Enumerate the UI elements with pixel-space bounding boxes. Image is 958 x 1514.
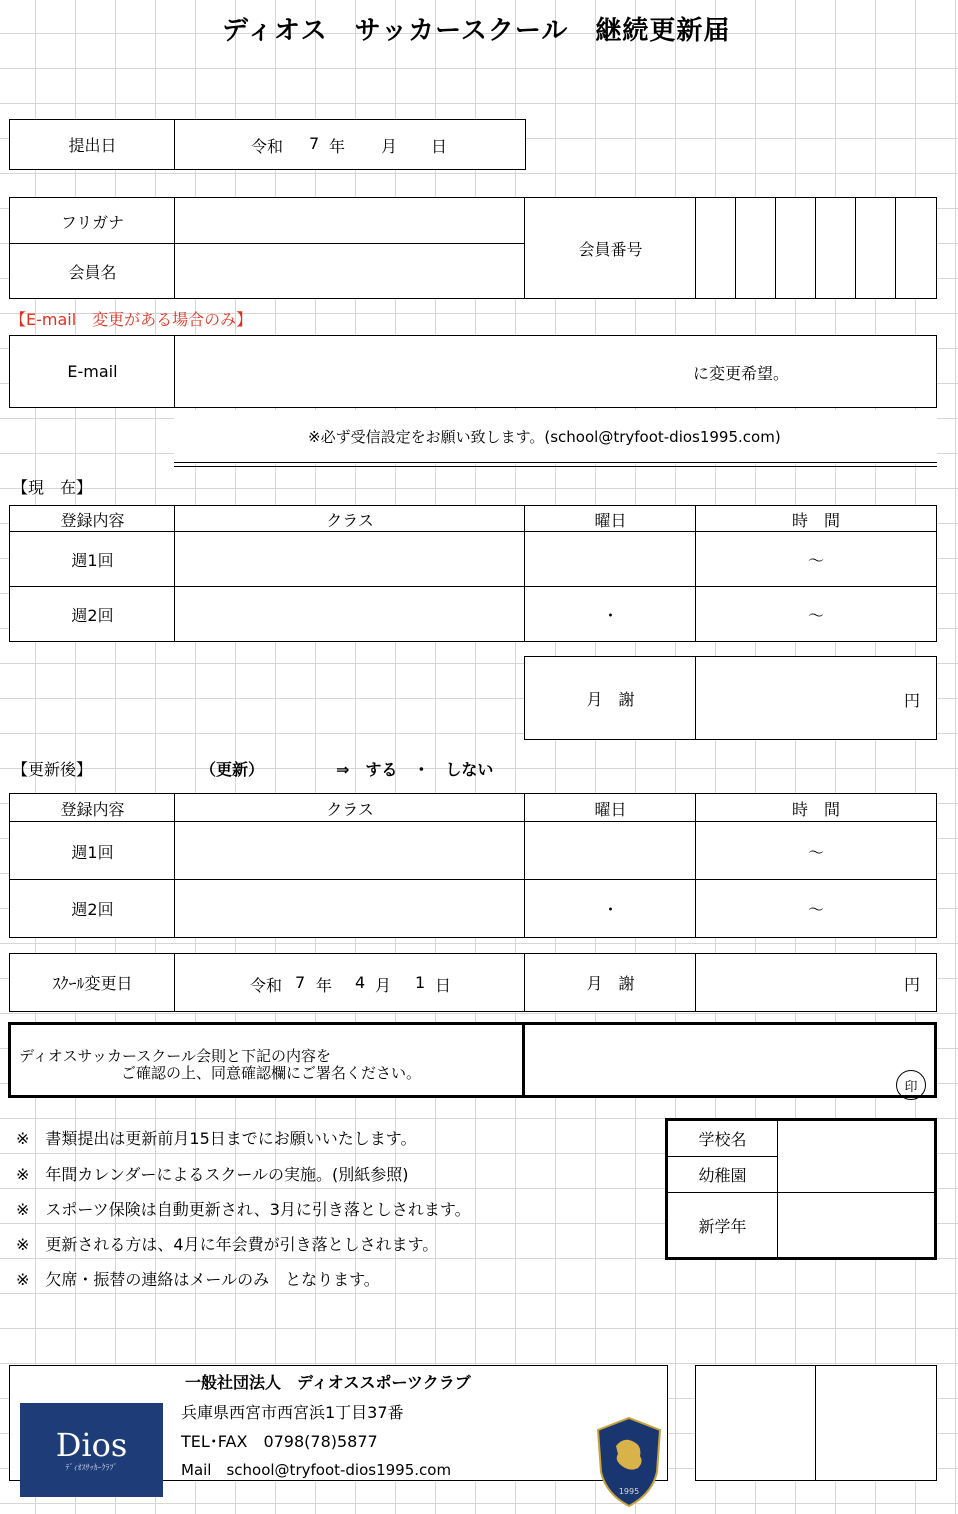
consent-line-1: ディオスサッカースクール会則と下記の内容を — [19, 1047, 332, 1065]
renewal-time-field[interactable]: ～ — [695, 879, 937, 938]
member-number-digit[interactable] — [855, 197, 897, 299]
consent-line-2: ご確認の上、同意確認欄にご署名ください。 — [121, 1064, 422, 1082]
school-change-label: ｽｸｰﾙ変更日 — [9, 953, 176, 1012]
current-fee-unit: 円 — [903, 691, 920, 710]
footer-org-name: 一般社団法人 ディオススポーツクラブ — [185, 1373, 471, 1392]
note-item: ※ 年間カレンダーによるスクールの実施。(別紙参照) — [16, 1165, 409, 1184]
submission-day-unit: 日 — [431, 137, 448, 156]
renewal-day-field[interactable] — [524, 821, 697, 881]
seal-label: 印 — [904, 1079, 918, 1095]
new-grade-label — [668, 1193, 778, 1257]
current-fee-field[interactable] — [695, 656, 937, 740]
renewal-day-field[interactable]: ・ — [524, 879, 697, 938]
kindergarten-text: 幼稚園 — [698, 1166, 747, 1185]
change-month-unit: 月 — [375, 976, 392, 995]
member-name-field[interactable] — [174, 243, 526, 299]
submission-date-field[interactable] — [174, 119, 526, 170]
signature-field[interactable] — [522, 1022, 937, 1098]
new-fee-label: 月 謝 — [524, 953, 697, 1012]
renewal-class-field[interactable] — [174, 821, 526, 881]
kindergarten-label — [668, 1157, 778, 1193]
furigana-field[interactable] — [174, 197, 526, 245]
renewal-row-label: 週2回 — [9, 879, 176, 938]
new-fee-unit: 円 — [903, 975, 920, 994]
member-name-label: 会員名 — [9, 243, 176, 299]
submission-month-unit: 月 — [381, 137, 398, 156]
current-header-day: 曜日 — [524, 505, 697, 533]
change-era: 令和 — [250, 976, 283, 995]
footer-address: 兵庫県西宮市西宮浜1丁目37番 — [181, 1403, 404, 1422]
renewal-time-field[interactable]: ～ — [695, 821, 937, 881]
note-item: ※ 欠席・振替の連絡はメールのみ となります。 — [16, 1270, 380, 1289]
note-item: ※ 書類提出は更新前月15日までにお願いいたします。 — [16, 1129, 417, 1148]
current-class-field[interactable] — [174, 586, 526, 642]
member-number-digit[interactable] — [895, 197, 937, 299]
dios-logo-text: Dios — [55, 1425, 128, 1464]
renewal-header-class: クラス — [174, 793, 526, 823]
renewal-header-registration: 登録内容 — [9, 793, 176, 823]
current-class-field[interactable] — [174, 531, 526, 588]
page-title: ディオス サッカースクール 継続更新届 — [222, 16, 731, 46]
change-month: 4 — [355, 973, 366, 992]
stamp-field[interactable] — [815, 1365, 937, 1481]
email-note-area — [174, 410, 937, 464]
current-header-registration: 登録内容 — [9, 505, 176, 533]
current-fee-label: 月 謝 — [524, 656, 697, 740]
submission-era: 令和 — [251, 137, 284, 156]
current-header-time: 時 間 — [695, 505, 937, 533]
email-change-notice: 【E-mail 変更がある場合のみ】 — [10, 310, 253, 329]
dios-logo-sub: ﾃﾞｨｵｽｻｯｶｰｸﾗﾌﾞ — [65, 1462, 118, 1472]
renewal-heading: 【更新後】 — [12, 760, 93, 779]
school-name-field[interactable] — [778, 1121, 934, 1193]
email-field[interactable] — [174, 335, 937, 408]
furigana-label: フリガナ — [9, 197, 176, 245]
note-item: ※ 更新される方は、4月に年会費が引き落としされます。 — [16, 1235, 439, 1254]
email-label: E-mail — [9, 335, 176, 408]
new-fee-field[interactable] — [695, 953, 937, 1012]
email-suffix: に変更希望。 — [693, 364, 790, 383]
submission-year: 7 — [309, 134, 320, 153]
crest-year: 1995 — [618, 1487, 640, 1496]
member-number-label: 会員番号 — [524, 197, 697, 299]
renewal-row-label: 週1回 — [9, 821, 176, 881]
submission-year-unit: 年 — [329, 137, 346, 156]
current-time-field[interactable]: ～ — [695, 586, 937, 642]
new-grade-text: 新学年 — [698, 1216, 747, 1236]
email-receive-note: ※必ず受信設定をお願い致します。(school@tryfoot-dios1995.com) — [308, 428, 781, 446]
club-crest-icon — [594, 1416, 664, 1508]
double-divider — [174, 462, 937, 467]
current-day-field[interactable] — [524, 531, 697, 588]
footer-mail: Mail school@tryfoot-dios1995.com — [181, 1461, 452, 1479]
school-name-label — [668, 1121, 778, 1157]
member-number-digit[interactable] — [695, 197, 737, 299]
change-year-unit: 年 — [316, 976, 333, 995]
change-day-unit: 日 — [435, 976, 452, 995]
consent-box — [8, 1022, 525, 1098]
current-day-field[interactable]: ・ — [524, 586, 697, 642]
current-row-label: 週1回 — [9, 531, 176, 588]
stamp-field[interactable] — [695, 1365, 817, 1481]
renewal-label: （更新） — [200, 760, 265, 779]
current-time-field[interactable]: ～ — [695, 531, 937, 588]
current-heading: 【現 在】 — [12, 478, 93, 497]
change-year: 7 — [295, 973, 306, 992]
new-grade-field[interactable] — [778, 1193, 934, 1257]
current-header-class: クラス — [174, 505, 526, 533]
school-info-box — [665, 1118, 937, 1260]
seal-mark — [896, 1070, 926, 1100]
footer-tel: TEL･FAX 0798(78)5877 — [181, 1432, 378, 1451]
member-number-digit[interactable] — [815, 197, 857, 299]
school-name-text: 学校名 — [698, 1130, 747, 1149]
submission-date-label: 提出日 — [9, 119, 176, 170]
current-row-label: 週2回 — [9, 586, 176, 642]
member-number-digit[interactable] — [735, 197, 777, 299]
renewal-header-day: 曜日 — [524, 793, 697, 823]
note-item: ※ スポーツ保険は自動更新され、3月に引き落としされます。 — [16, 1200, 471, 1219]
dios-logo — [20, 1403, 163, 1497]
member-number-digit[interactable] — [775, 197, 817, 299]
change-day: 1 — [415, 973, 426, 992]
school-change-date[interactable] — [174, 953, 526, 1012]
renewal-header-time: 時 間 — [695, 793, 937, 823]
renewal-choice[interactable]: ⇒ する ・ しない — [336, 760, 494, 779]
renewal-class-field[interactable] — [174, 879, 526, 938]
